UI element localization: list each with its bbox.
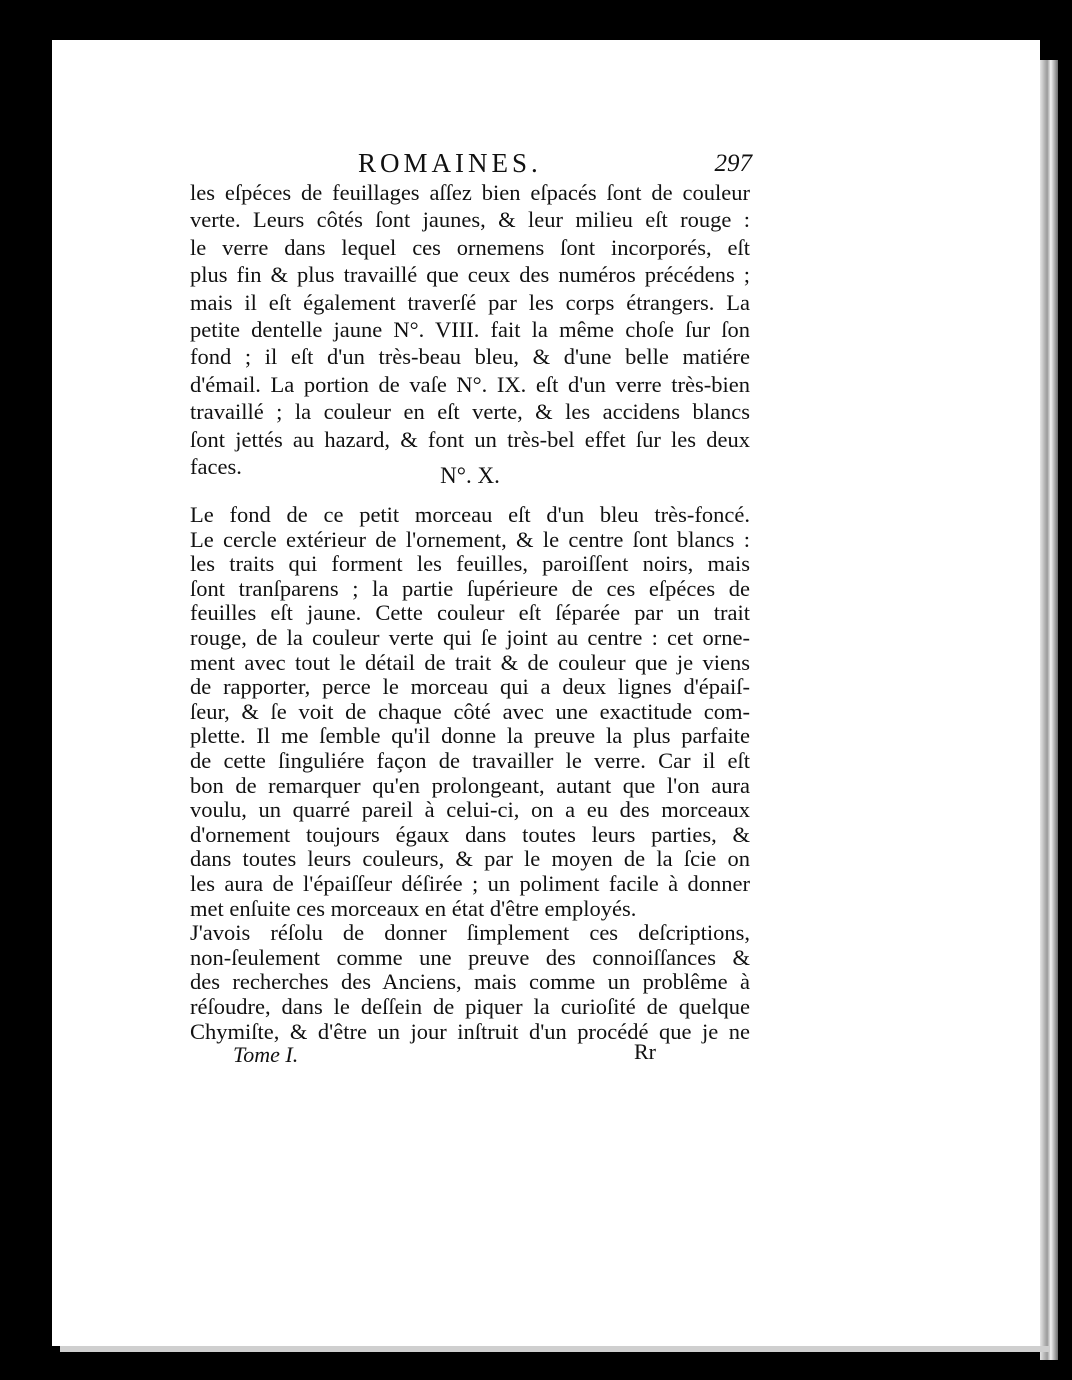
text-line: de rapporter, perce le morceau qui a deux lignes d'épaiſ- [190,674,750,700]
text-line: Le cercle extérieur de l'ornement, & le centre ſont blancs : [190,526,750,552]
text-line: mais il eſt également traverſé par les corps étrangers. La [190,289,750,315]
text-line: bon de remarquer qu'en prolongeant, autant que l'on aura [190,772,750,798]
text-line: travaillé ; la couleur en eſt verte, & les accidens blancs [190,399,750,425]
text-line: les eſpéces de feuillages aſſez bien eſpacés ſont de couleur [190,180,750,205]
running-title: ROMAINES. [358,148,542,178]
page-edge [1040,60,1058,1360]
running-head [140,148,760,180]
text-line: les traits qui forment les feuilles, paroiſſent noirs, mais [190,551,750,577]
section-heading: N°. X. [440,463,500,488]
text-line: verte. Leurs côtés ſont jaunes, & leur milieu eſt rouge : [190,207,750,233]
text-line: met enſuite ces morceaux en état d'être employés. [190,895,637,921]
text-line: d'ornement toujours égaux dans toutes leurs parties, & [190,821,750,847]
text-line: plus fin & plus travaillé que ceux des numéros précédens ; [190,262,750,288]
text-line: voulu, un quarré pareil à celui-ci, on a eu des morceaux [190,797,750,823]
text-line: ſont jettés au hazard, & font un très-bel effet ſur les deux [190,426,750,452]
text-line: non-ſeulement comme une preuve des connoiſſances & [190,944,750,970]
text-line: de cette ſinguliére façon de travailler le verre. Car il eſt [190,748,750,773]
footer-signature: Tome I. [233,1042,299,1067]
text-line: dans toutes leurs couleurs, & par le moyen de la ſcie on [190,846,750,872]
text-line: rouge, de la couleur verte qui ſe joint au centre : cet orne- [190,625,750,650]
text-line: d'émail. La portion de vaſe N°. IX. eſt d'un verre très-bien [190,371,750,397]
footer-sheet-mark: Rr [634,1039,656,1064]
text-line: petite dentelle jaune N°. VIII. fait la même choſe ſur ſon [190,317,750,342]
text-line: ment avec tout le détail de trait & de couleur que je viens [190,649,750,675]
text-line: ſont tranſparens ; la partie ſupérieure de ces eſpéces de [190,575,750,601]
text-line: Chymiſte, & d'être un jour inſtruit d'un procédé que je ne [190,1018,750,1044]
text-line: ſeur, & ſe voit de chaque côté avec une exactitude com- [190,698,750,724]
text-line: Le fond de ce petit morceau eſt d'un bleu très-foncé. [190,502,750,527]
text-line: J'avois réſolu de donner ſimplement ces deſcriptions, [190,920,750,946]
page-number: 297 [714,150,752,177]
text-line: faces. [190,454,242,479]
text-line: plette. Il me ſemble qu'il donne la preuve la plus parfaite [190,723,750,749]
text-line: fond ; il eſt d'un très-beau bleu, & d'une belle matiére [190,344,750,370]
text-line: les aura de l'épaiſſeur déſirée ; un poliment facile à donner [190,871,750,896]
page-edge-bottom [60,1346,1050,1352]
text-line: des recherches des Anciens, mais comme un problême à [190,969,750,995]
text-line: feuilles eſt jaune. Cette couleur eſt ſéparée par un trait [190,600,750,626]
text-line: le verre dans lequel ces ornemens ſont incorporés, eſt [190,234,750,260]
text-line: réſoudre, dans le deſſein de piquer la curioſité de quelque [190,994,750,1019]
